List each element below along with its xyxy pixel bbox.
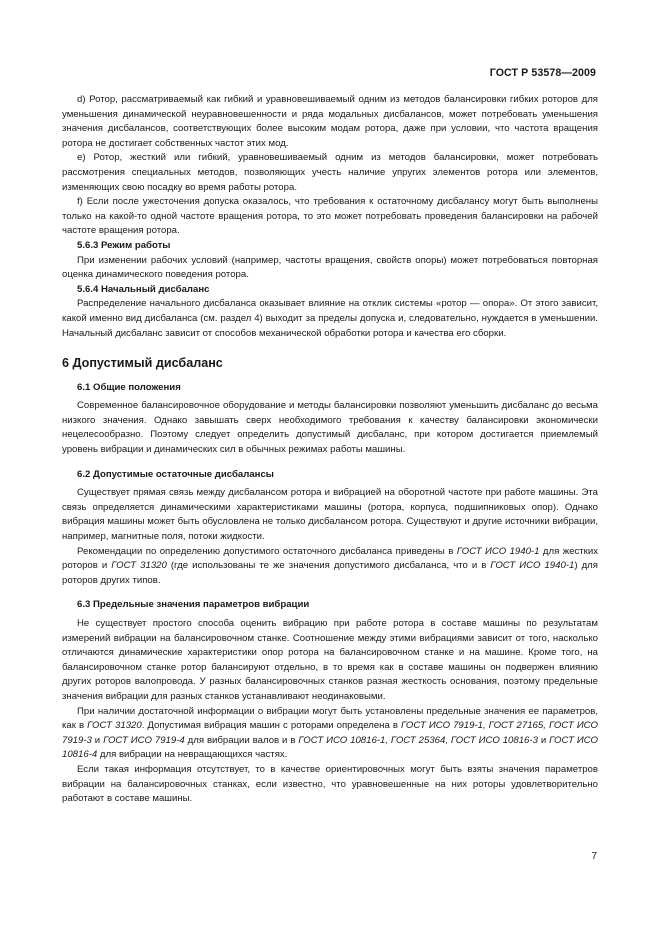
standard-header: ГОСТ Р 53578—2009 <box>489 67 596 79</box>
text-run: для жестких роторов и <box>62 545 598 572</box>
paragraph-5-6-3: При изменении рабочих условий (например, частоты вращения, свойств опоры) может потребоваться повторная оценка динамического поведения ротора. <box>62 254 598 281</box>
standard-ref: ГОСТ 31320 <box>111 560 167 572</box>
text-run: и <box>91 734 104 746</box>
heading-6-2: 6.2 Допустимые остаточные дисбалансы <box>77 468 274 480</box>
paragraph-6-2-1: Существует прямая связь между дисбалансом ротора и вибрацией на оборотной частоте при работе машины. Эта связь определяется динамическими характеристиками машины (ротора, корпуса, подшипниковых опор). Однако вибрация машины может быть обусловлена не только дисбалансом ротора. Существуют и другие источники вибрации, например, магнитные поля, потоки жидкости. <box>62 487 598 543</box>
paragraph-6-3-1: Не существует простого способа оценить вибрацию при работе ротора в составе машины по результатам измерений вибрации на балансировочном станке. Соотношение между этими вибрациями зависит от того, насколько отличаются динамические характеристики опор ротора на балансировочном станке и на машине. Кроме того, на балансировочном станке ротор балансируют отдельно, в то время как в составе машины он подвержен влиянию других роторов валопровода. У разных балансировочных станков разная жесткость основания, поэтому предельные значения вибрации для разных станков устанавливают неодинаковыми. <box>62 618 598 702</box>
paragraph-6-3-2 <box>62 705 598 763</box>
standard-ref: ГОСТ ИСО 7919-1, ГОСТ 27165, ГОСТ ИСО 7919-3 <box>62 720 598 746</box>
paragraph-e: e) Ротор, жесткий или гибкий, уравновешиваемый одним из методов балансировки, может потребовать рассмотрения специальных методов, позволяющих учесть наличие упругих элементов ротора или элементов, изменяющих свою посадку во время работы ротора. <box>62 152 598 193</box>
standard-ref: ГОСТ ИСО 1940-1 <box>490 560 575 572</box>
heading-5-6-3: 5.6.3 Режим работы <box>77 239 171 251</box>
page-content <box>62 93 598 807</box>
paragraph-6-2-2 <box>62 545 598 589</box>
text-run: При наличии достаточной информации о вибрации могут быть установлены предельные значения ее параметров, как в <box>62 705 598 732</box>
text-run: (где использованы те же значения допустимого дисбаланса, что и в <box>166 560 491 572</box>
paragraph-6-3-3: Если такая информация отсутствует, то в качестве ориентировочных могут быть взяты значения параметров вибрации на балансировочных станках, если известно, что уравновешенные на них роторы удовлетворительно работают в составе машины. <box>62 763 598 805</box>
page-number: 7 <box>591 851 597 862</box>
text-run: для вибрации валов и в <box>184 734 299 746</box>
standard-ref: ГОСТ 31320 <box>87 720 142 732</box>
text-run: и <box>537 734 550 746</box>
paragraph-5-6-4: Распределение начального дисбаланса оказывает влияние на отклик системы «ротор — опора». От этого зависит, какой именно вид дисбаланса (см. раздел 4) выходит за пределы допуска и, следовательно, нуждается в уменьшении. Начальный дисбаланс зависит от способов механической обработки ротора и качества его сборки. <box>62 298 598 339</box>
paragraph-d: d) Ротор, рассматриваемый как гибкий и уравновешиваемый одним из методов балансировки гибких роторов для уменьшения динамической неуравновешенности и ряда модальных дисбалансов, может потребовать уменьшения значения дисбалансов, соответствующих более высоким модам ротора, даже при условии, что частота вращения ротора не достигает собственных частот этих мод. <box>62 94 598 149</box>
paragraph-f: f) Если после ужесточения допуска оказалось, что требования к остаточному дисбалансу могут быть выполнены только на какой-то одной частоте вращения ротора, то это может потребовать проведения балансировки на рабочей частоте вращения ротора. <box>62 196 598 237</box>
heading-6-1: 6.1 Общие положения <box>77 381 181 393</box>
standard-ref: ГОСТ ИСО 10816-1, ГОСТ 25364, ГОСТ ИСО 10816-3 <box>298 734 538 746</box>
heading-6-3: 6.3 Предельные значения параметров вибрации <box>77 599 310 611</box>
text-run: Рекомендации по определению допустимого остаточного дисбаланса приведены в <box>77 545 457 557</box>
standard-ref: ГОСТ ИСО 7919-4 <box>103 734 185 746</box>
text-run: ) для роторов других типов. <box>62 560 598 586</box>
paragraph-6-1: Современное балансировочное оборудование и методы балансировки позволяют уменьшить дисбаланс до весьма низкого значения. Однако завышать сверх необходимого требования к качеству балансировки экономически нецелесообразно. Поэтому следует определить допустимый дисбаланс, при котором достигается приемлемый уровень вибрации и динамических сил в обычных режимах работы машины. <box>62 400 598 456</box>
standard-ref: ГОСТ ИСО 10816-4 <box>62 734 598 761</box>
heading-5-6-4: 5.6.4 Начальный дисбаланс <box>77 283 210 295</box>
text-run: для вибрации на невращающихся частях. <box>97 749 288 761</box>
heading-section-6: 6 Допустимый дисбаланс <box>62 356 223 371</box>
text-run: . Допустимая вибрация машин с роторами определена в <box>141 720 401 732</box>
standard-ref: ГОСТ ИСО 1940-1 <box>456 545 540 557</box>
